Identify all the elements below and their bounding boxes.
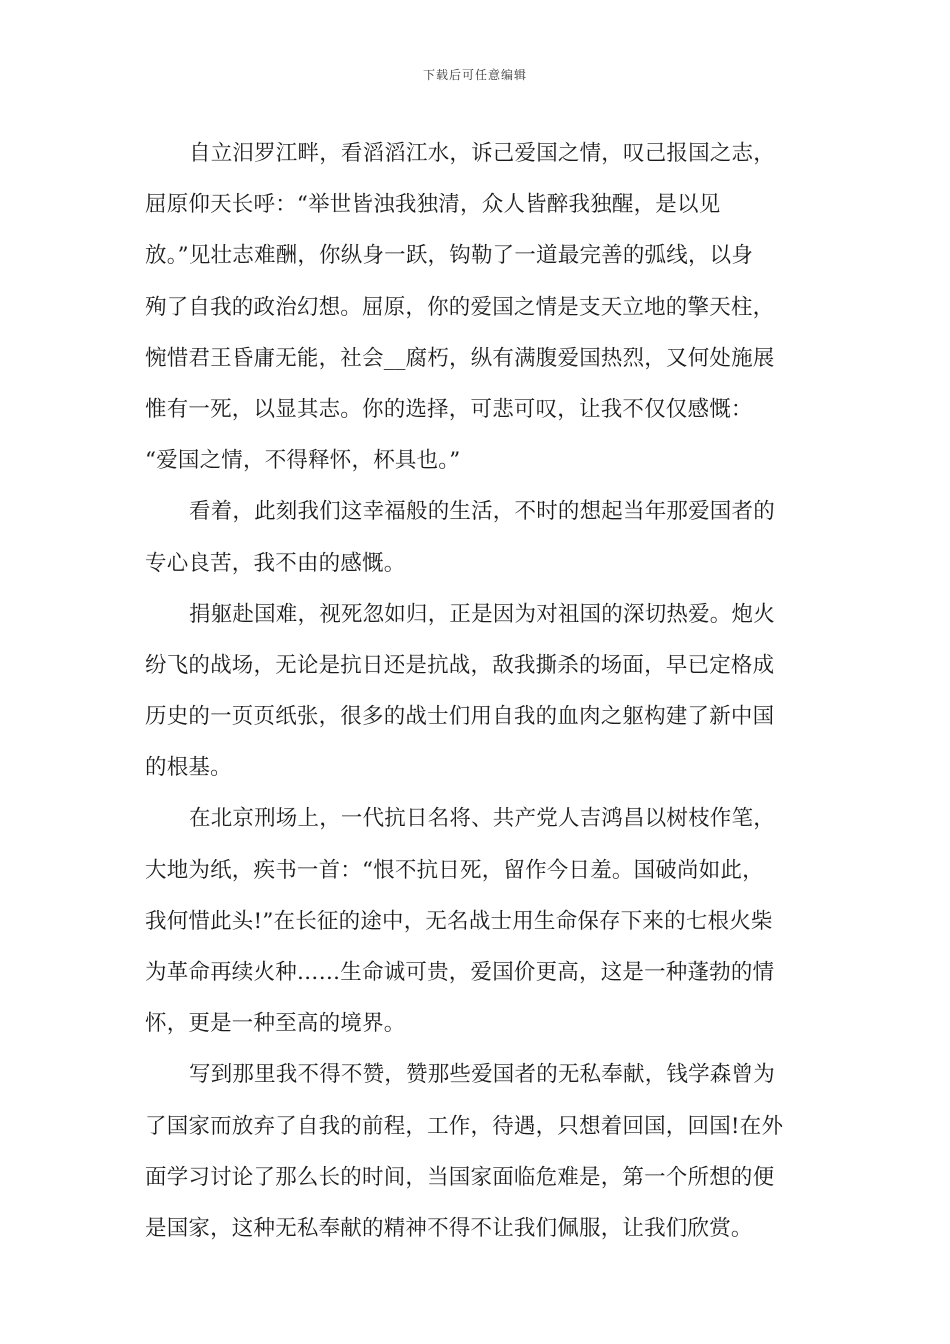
text-line: “爱国之情，不得释怀，杯具也。” [145,448,461,474]
text-line: 惟有一死，以显其志。你的选择，可悲可叹，让我不仅仅感慨： [145,396,753,422]
text-line: 专心良苦，我不由的感慨。 [145,550,406,576]
text-line: 惋惜君王昏庸无能，社会__腐朽，纵有满腹爱国热烈，又何处施展 [145,345,775,371]
text-line: 的根基。 [145,755,232,781]
page-header-note: 下载后可任意编辑 [422,68,527,82]
text-line: 写到那里我不得不赞，赞那些爱国者的无私奉献，钱学森曾为 [189,1062,775,1088]
paragraph-2 [145,486,815,588]
paragraph-1 [145,128,815,486]
text-line: 在北京刑场上，一代抗日名将、共产党人吉鸿昌以树枝作笔， [189,806,775,832]
text-line: 为革命再续火种……生命诚可贵，爱国价更高，这是一种蓬勃的情 [145,960,775,985]
text-line: 殉了自我的政治幻想。屈原，你的爱国之情是支天立地的擎天柱， [145,294,775,320]
text-line: 纷飞的战场，无论是抗日还是抗战，敌我撕杀的场面，早已定格成 [145,652,775,678]
text-line: 看着，此刻我们这幸福般的生活，不时的想起当年那爱国者的 [189,499,775,525]
document-body [145,128,815,1254]
text-line: 屈原仰天长呼：“举世皆浊我独清，众人皆醉我独醒，是以见 [145,192,721,218]
text-line: 是国家，这种无私奉献的精神不得不让我们佩服，让我们欣赏。 [145,1215,753,1241]
text-line: 面学习讨论了那么长的时间，当国家面临危难是，第一个所想的便 [145,1164,775,1190]
text-line: 了国家而放弃了自我的前程，工作，待遇，只想着回国，回国!在外 [145,1113,784,1139]
paragraph-3 [145,589,815,794]
text-line: 我何惜此头!”在长征的途中，无名战士用生命保存下来的七根火柴 [145,908,773,934]
text-line: 捐躯赴国难，视死忽如归，正是因为对祖国的深切热爱。炮火 [189,601,775,627]
paragraph-4 [145,793,815,1049]
text-line: 放。”见壮志难酬，你纵身一跃，钩勒了一道最完善的弧线，以身 [145,243,754,269]
text-line: 大地为纸，疾书一首：“恨不抗日死，留作今日羞。国破尚如此， [145,857,764,883]
text-line: 自立汨罗江畔，看滔滔江水，诉己爱国之情，叹己报国之志， [189,141,775,166]
paragraph-5 [145,1049,815,1254]
text-line: 历史的一页页纸张，很多的战士们用自我的血肉之躯构建了新中国 [145,704,775,730]
text-line: 怀，更是一种至高的境界。 [145,1011,406,1037]
